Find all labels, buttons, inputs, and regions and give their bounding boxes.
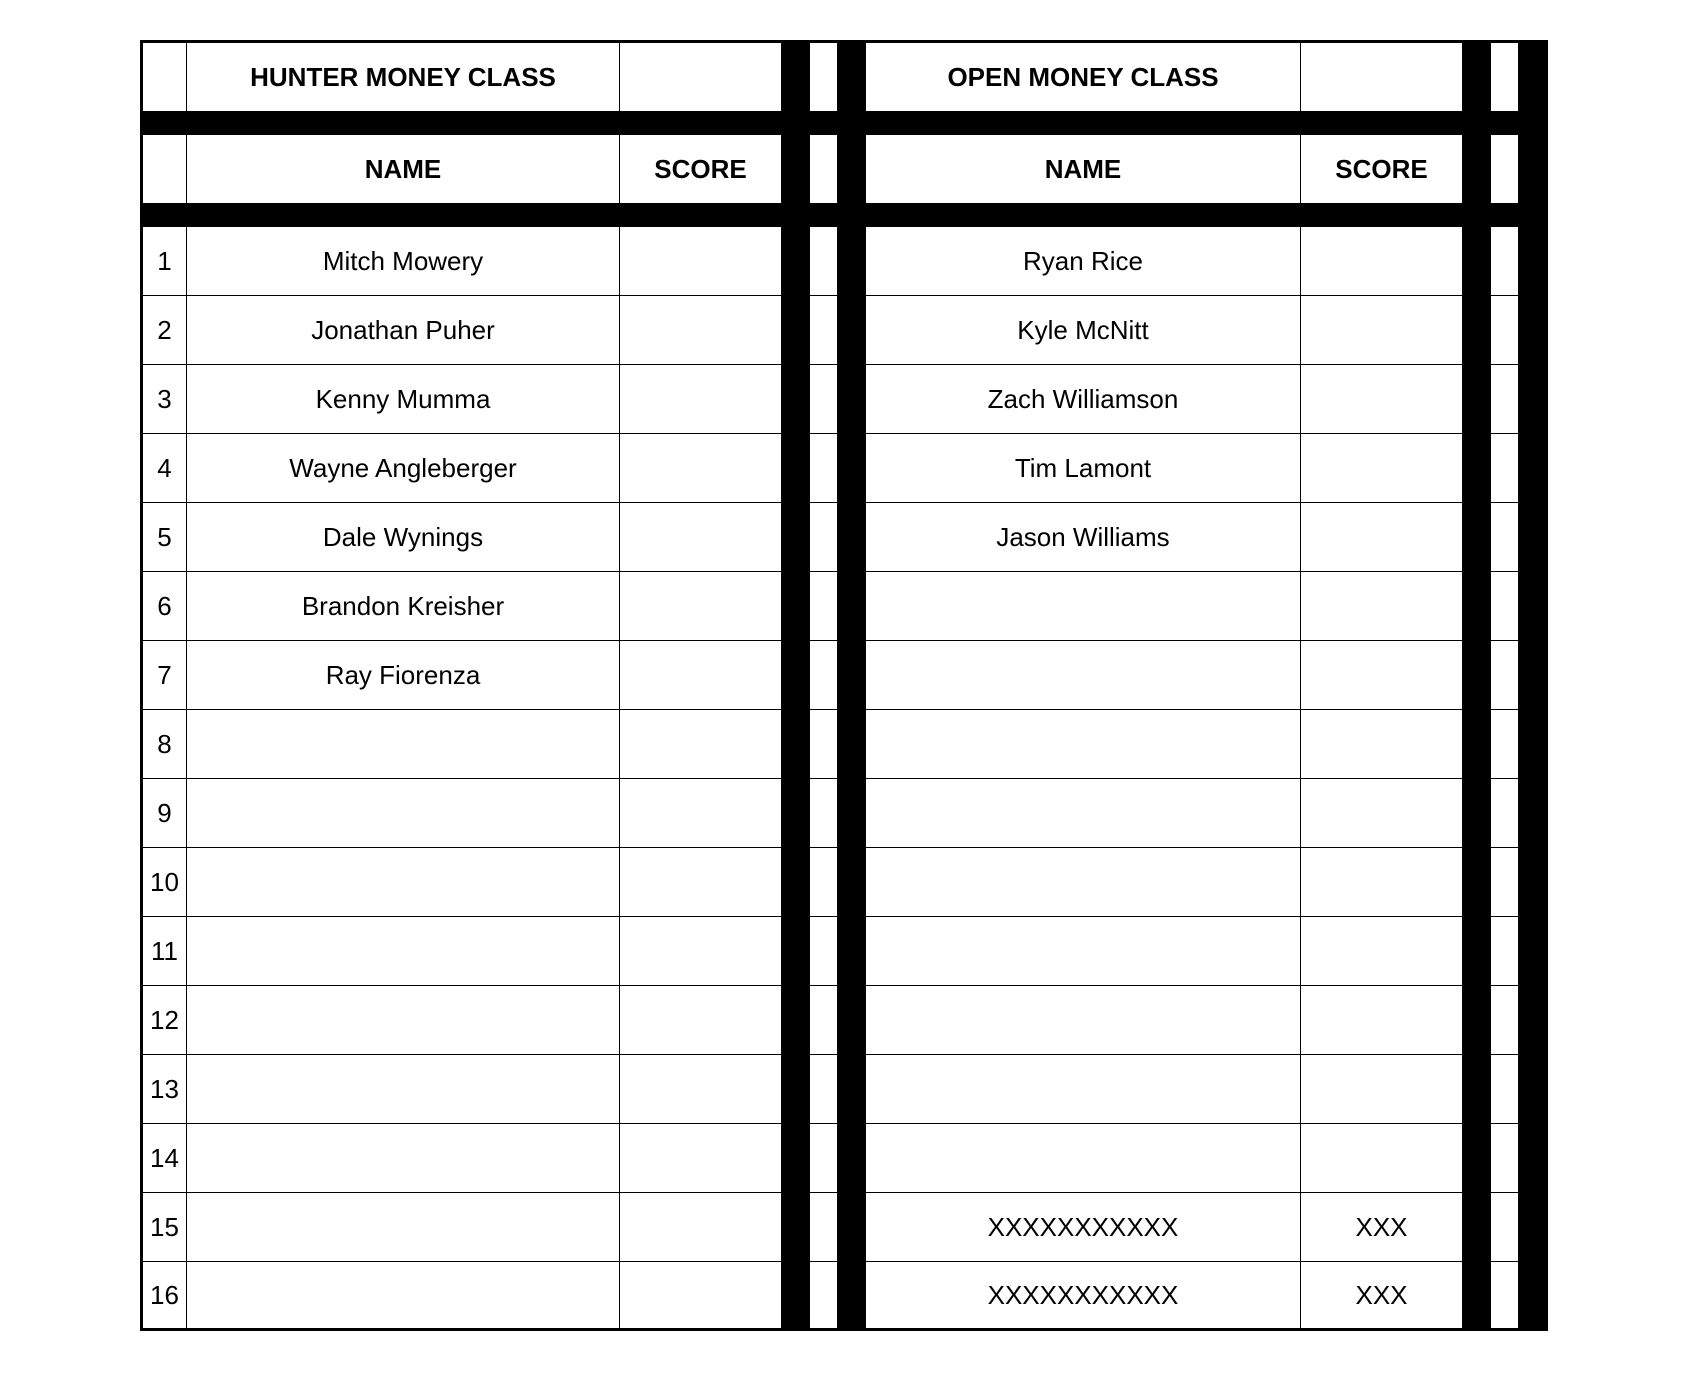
- hunter-class-title: HUNTER MONEY CLASS: [187, 42, 620, 112]
- open-score-cell[interactable]: [1301, 779, 1463, 848]
- hunter-name-cell[interactable]: [187, 1124, 620, 1193]
- hunter-name-cell[interactable]: [187, 779, 620, 848]
- hunter-score-cell[interactable]: [620, 1124, 782, 1193]
- row-number: 15: [142, 1193, 187, 1262]
- table-row: [142, 227, 1547, 296]
- open-score-cell[interactable]: [1301, 848, 1463, 917]
- hunter-name-cell[interactable]: Kenny Mumma: [187, 365, 620, 434]
- open-name-cell[interactable]: XXXXXXXXXXX: [866, 1193, 1301, 1262]
- hunter-score-cell[interactable]: [620, 572, 782, 641]
- row-number: 5: [142, 503, 187, 572]
- hunter-name-cell[interactable]: [187, 986, 620, 1055]
- table-row: [142, 365, 1547, 434]
- open-name-cell[interactable]: [866, 710, 1301, 779]
- hunter-score-cell[interactable]: [620, 365, 782, 434]
- row-number: 14: [142, 1124, 187, 1193]
- hunter-name-cell[interactable]: [187, 848, 620, 917]
- table-row: [142, 779, 1547, 848]
- open-name-cell[interactable]: Zach Williamson: [866, 365, 1301, 434]
- table-row: [142, 572, 1547, 641]
- open-name-cell[interactable]: [866, 641, 1301, 710]
- open-score-cell[interactable]: [1301, 986, 1463, 1055]
- open-score-cell[interactable]: [1301, 434, 1463, 503]
- open-name-cell[interactable]: [866, 848, 1301, 917]
- hunter-name-header: NAME: [187, 135, 620, 204]
- hunter-name-cell[interactable]: [187, 710, 620, 779]
- open-score-cell[interactable]: [1301, 296, 1463, 365]
- hunter-score-cell[interactable]: [620, 917, 782, 986]
- hunter-name-cell[interactable]: [187, 1262, 620, 1330]
- row-number: 3: [142, 365, 187, 434]
- hunter-score-cell[interactable]: [620, 227, 782, 296]
- hunter-score-cell[interactable]: [620, 1193, 782, 1262]
- open-name-cell[interactable]: [866, 1055, 1301, 1124]
- hunter-name-cell[interactable]: [187, 1055, 620, 1124]
- open-score-cell[interactable]: [1301, 641, 1463, 710]
- open-name-cell[interactable]: [866, 572, 1301, 641]
- row-number: 10: [142, 848, 187, 917]
- column-header-row: [142, 135, 1547, 204]
- table-row: [142, 503, 1547, 572]
- hunter-score-cell[interactable]: [620, 296, 782, 365]
- row-number: 2: [142, 296, 187, 365]
- open-name-cell[interactable]: Jason Williams: [866, 503, 1301, 572]
- hunter-name-cell[interactable]: Mitch Mowery: [187, 227, 620, 296]
- hunter-score-cell[interactable]: [620, 641, 782, 710]
- hunter-score-cell[interactable]: [620, 434, 782, 503]
- score-sheet-table: [140, 40, 1548, 1331]
- open-score-cell[interactable]: XXX: [1301, 1262, 1463, 1330]
- open-score-cell[interactable]: [1301, 1055, 1463, 1124]
- open-score-cell[interactable]: [1301, 572, 1463, 641]
- row-number: 16: [142, 1262, 187, 1330]
- open-score-cell[interactable]: [1301, 227, 1463, 296]
- hunter-score-cell[interactable]: [620, 503, 782, 572]
- open-name-cell[interactable]: XXXXXXXXXXX: [866, 1262, 1301, 1330]
- hunter-score-cell[interactable]: [620, 1055, 782, 1124]
- row-number: 11: [142, 917, 187, 986]
- row-number: 4: [142, 434, 187, 503]
- open-name-cell[interactable]: Tim Lamont: [866, 434, 1301, 503]
- hunter-score-cell[interactable]: [620, 710, 782, 779]
- hunter-name-cell[interactable]: Jonathan Puher: [187, 296, 620, 365]
- hunter-name-cell[interactable]: Dale Wynings: [187, 503, 620, 572]
- row-number: 1: [142, 227, 187, 296]
- table-row: [142, 1124, 1547, 1193]
- hunter-name-cell[interactable]: [187, 1193, 620, 1262]
- open-score-cell[interactable]: [1301, 1124, 1463, 1193]
- class-title-row: [142, 42, 1547, 112]
- hunter-score-cell[interactable]: [620, 779, 782, 848]
- separator-bar: [142, 204, 1547, 227]
- open-name-cell[interactable]: [866, 779, 1301, 848]
- open-score-cell[interactable]: [1301, 365, 1463, 434]
- hunter-score-header: SCORE: [620, 135, 782, 204]
- open-name-cell[interactable]: Ryan Rice: [866, 227, 1301, 296]
- table-row: [142, 434, 1547, 503]
- open-score-cell[interactable]: [1301, 710, 1463, 779]
- open-name-cell[interactable]: Kyle McNitt: [866, 296, 1301, 365]
- open-class-title: OPEN MONEY CLASS: [866, 42, 1301, 112]
- open-score-cell[interactable]: [1301, 503, 1463, 572]
- row-number: 12: [142, 986, 187, 1055]
- table-row: [142, 986, 1547, 1055]
- open-score-cell[interactable]: [1301, 917, 1463, 986]
- hunter-score-cell[interactable]: [620, 986, 782, 1055]
- table-row: [142, 1262, 1547, 1330]
- row-number: 7: [142, 641, 187, 710]
- row-number: 9: [142, 779, 187, 848]
- hunter-name-cell[interactable]: Ray Fiorenza: [187, 641, 620, 710]
- hunter-score-cell[interactable]: [620, 1262, 782, 1330]
- hunter-name-cell[interactable]: Wayne Angleberger: [187, 434, 620, 503]
- open-score-cell[interactable]: XXX: [1301, 1193, 1463, 1262]
- table-row: [142, 641, 1547, 710]
- open-name-cell[interactable]: [866, 917, 1301, 986]
- table-row: [142, 710, 1547, 779]
- row-number: 8: [142, 710, 187, 779]
- open-name-header: NAME: [866, 135, 1301, 204]
- table-row: [142, 296, 1547, 365]
- table-row: [142, 1055, 1547, 1124]
- table-row: [142, 1193, 1547, 1262]
- hunter-name-cell[interactable]: [187, 917, 620, 986]
- open-name-cell[interactable]: [866, 1124, 1301, 1193]
- open-name-cell[interactable]: [866, 986, 1301, 1055]
- hunter-score-cell[interactable]: [620, 848, 782, 917]
- row-number: 13: [142, 1055, 187, 1124]
- table-row: [142, 848, 1547, 917]
- hunter-name-cell[interactable]: Brandon Kreisher: [187, 572, 620, 641]
- table-row: [142, 917, 1547, 986]
- separator-bar: [142, 112, 1547, 135]
- open-score-header: SCORE: [1301, 135, 1463, 204]
- row-number: 6: [142, 572, 187, 641]
